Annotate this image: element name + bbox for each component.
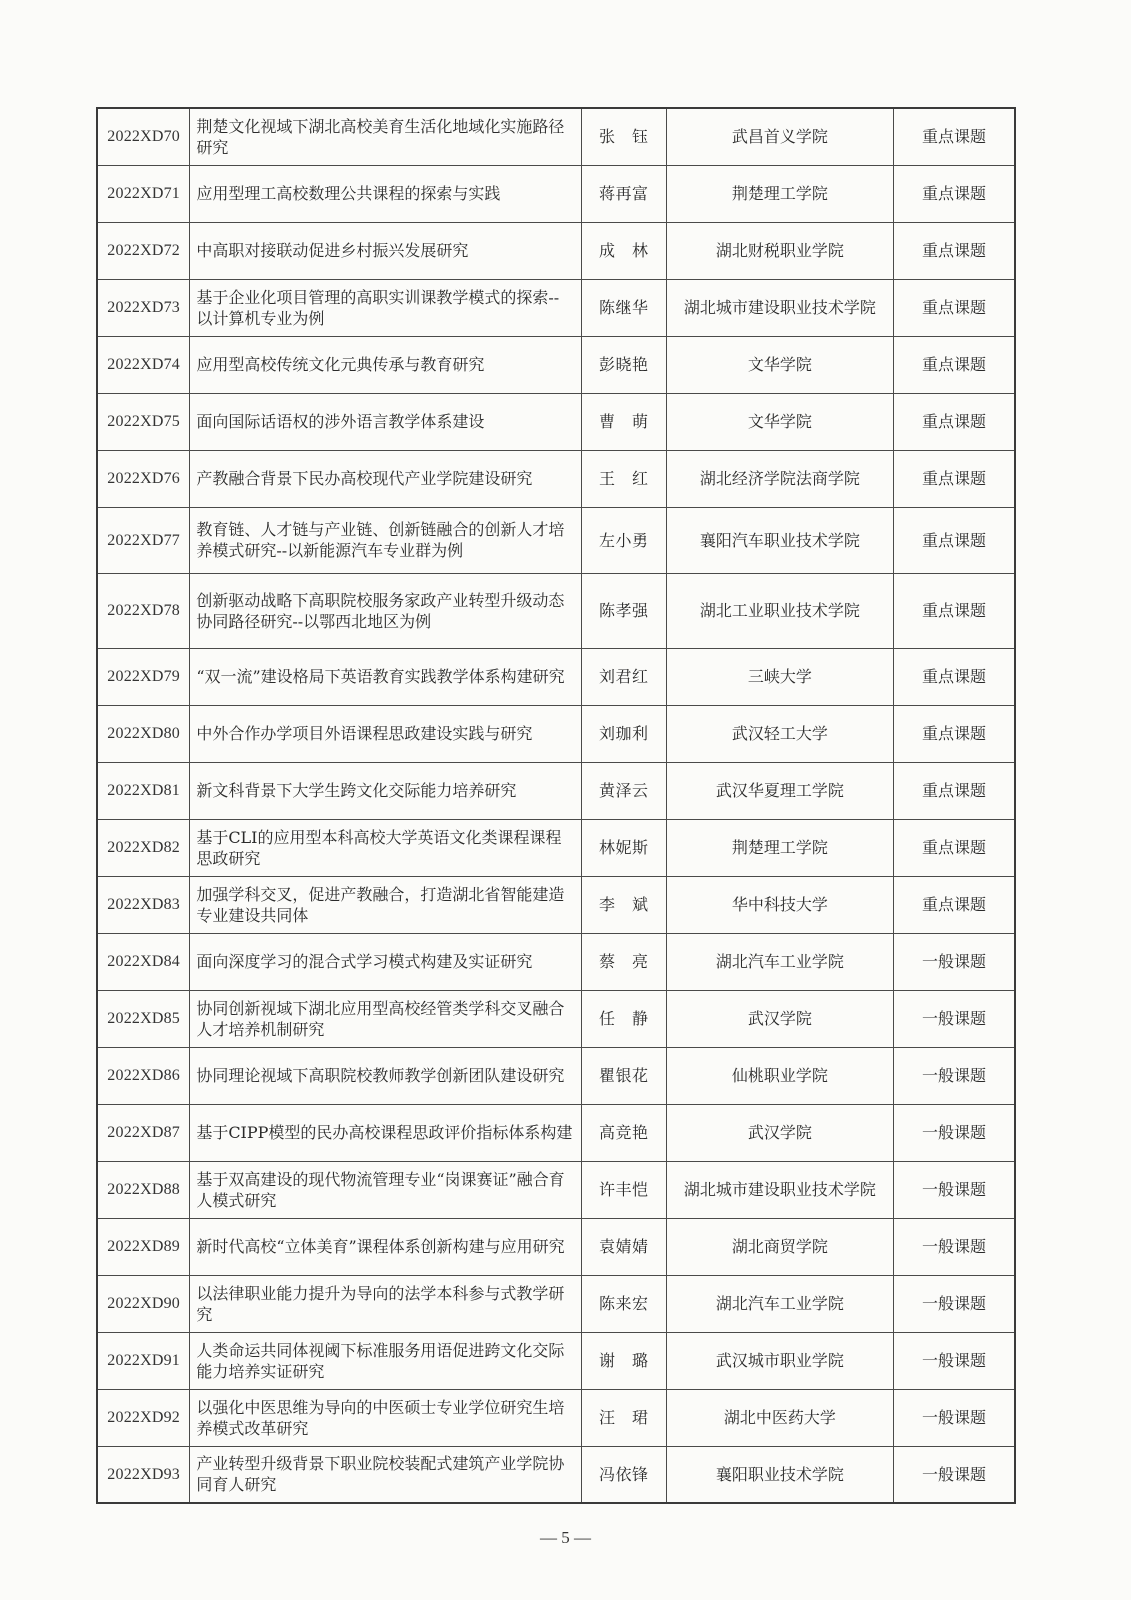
project-title: 产业转型升级背景下职业院校装配式建筑产业学院协同育人研究 [190,1446,582,1503]
project-institution: 文华学院 [666,336,893,393]
project-code: 2022XD85 [97,990,190,1047]
project-leader: 李 斌 [581,876,666,933]
page-number: — 5 — [540,1528,591,1547]
project-institution: 湖北城市建设职业技术学院 [666,1161,893,1218]
project-title: 基于CIPP模型的民办高校课程思政评价指标体系构建 [190,1104,582,1161]
table-row [97,933,1015,990]
project-title: 协同理论视域下高职院校教师教学创新团队建设研究 [190,1047,582,1104]
project-code: 2022XD76 [97,450,190,507]
project-leader: 陈继华 [581,279,666,336]
table-row [97,279,1015,336]
project-title: 基于CLI的应用型本科高校大学英语文化类课程课程思政研究 [190,819,582,876]
project-code: 2022XD71 [97,165,190,222]
project-category: 重点课题 [894,507,1015,573]
project-code: 2022XD92 [97,1389,190,1446]
project-title: 以强化中医思维为导向的中医硕士专业学位研究生培养模式改革研究 [190,1389,582,1446]
project-code: 2022XD77 [97,507,190,573]
project-title: 产教融合背景下民办高校现代产业学院建设研究 [190,450,582,507]
table-row [97,1218,1015,1275]
project-institution: 仙桃职业学院 [666,1047,893,1104]
table-row [97,1161,1015,1218]
project-category: 一般课题 [894,1218,1015,1275]
project-leader: 彭晓艳 [581,336,666,393]
project-category: 一般课题 [894,990,1015,1047]
project-institution: 湖北商贸学院 [666,1218,893,1275]
project-leader: 谢 璐 [581,1332,666,1389]
project-category: 一般课题 [894,1047,1015,1104]
project-leader: 左小勇 [581,507,666,573]
project-institution: 襄阳职业技术学院 [666,1446,893,1503]
table-row [97,648,1015,705]
table-row [97,762,1015,819]
project-leader: 林妮斯 [581,819,666,876]
project-leader: 成 林 [581,222,666,279]
project-category: 重点课题 [894,876,1015,933]
table-row [97,1332,1015,1389]
table-row [97,507,1015,573]
project-code: 2022XD89 [97,1218,190,1275]
project-leader: 张 钰 [581,108,666,165]
table-row [97,1275,1015,1332]
table-row [97,876,1015,933]
table-row [97,1446,1015,1503]
project-title: 基于企业化项目管理的高职实训课教学模式的探索--以计算机专业为例 [190,279,582,336]
project-leader: 冯依锋 [581,1446,666,1503]
project-title: 荆楚文化视域下湖北高校美育生活化地域化实施路径研究 [190,108,582,165]
project-institution: 武汉学院 [666,1104,893,1161]
project-title: 教育链、人才链与产业链、创新链融合的创新人才培养模式研究--以新能源汽车专业群为例 [190,507,582,573]
project-code: 2022XD72 [97,222,190,279]
project-category: 一般课题 [894,1104,1015,1161]
project-code: 2022XD75 [97,393,190,450]
project-title: 以法律职业能力提升为导向的法学本科参与式教学研究 [190,1275,582,1332]
project-institution: 荆楚理工学院 [666,165,893,222]
table-row [97,1104,1015,1161]
project-institution: 湖北经济学院法商学院 [666,450,893,507]
project-category: 重点课题 [894,393,1015,450]
project-institution: 文华学院 [666,393,893,450]
project-institution: 三峡大学 [666,648,893,705]
project-institution: 武昌首义学院 [666,108,893,165]
project-category: 一般课题 [894,1446,1015,1503]
project-category: 重点课题 [894,336,1015,393]
project-code: 2022XD79 [97,648,190,705]
project-category: 重点课题 [894,819,1015,876]
project-code: 2022XD70 [97,108,190,165]
project-institution: 武汉华夏理工学院 [666,762,893,819]
project-title: 中高职对接联动促进乡村振兴发展研究 [190,222,582,279]
project-institution: 湖北中医药大学 [666,1389,893,1446]
project-title: 应用型理工高校数理公共课程的探索与实践 [190,165,582,222]
table-row [97,450,1015,507]
project-code: 2022XD82 [97,819,190,876]
project-institution: 武汉城市职业学院 [666,1332,893,1389]
project-category: 重点课题 [894,165,1015,222]
project-category: 一般课题 [894,1275,1015,1332]
project-title: “双一流”建设格局下英语教育实践教学体系构建研究 [190,648,582,705]
project-category: 重点课题 [894,279,1015,336]
table-row [97,1389,1015,1446]
project-code: 2022XD78 [97,573,190,648]
project-leader: 曹 萌 [581,393,666,450]
project-institution: 湖北工业职业技术学院 [666,573,893,648]
project-institution: 武汉轻工大学 [666,705,893,762]
table-row [97,165,1015,222]
project-code: 2022XD86 [97,1047,190,1104]
project-category: 重点课题 [894,573,1015,648]
project-leader: 黄泽云 [581,762,666,819]
project-code: 2022XD73 [97,279,190,336]
project-title: 应用型高校传统文化元典传承与教育研究 [190,336,582,393]
project-title: 基于双高建设的现代物流管理专业“岗课赛证”融合育人模式研究 [190,1161,582,1218]
project-title: 人类命运共同体视阈下标准服务用语促进跨文化交际能力培养实证研究 [190,1332,582,1389]
project-code: 2022XD87 [97,1104,190,1161]
project-code: 2022XD83 [97,876,190,933]
table-row [97,573,1015,648]
project-leader: 许丰恺 [581,1161,666,1218]
project-code: 2022XD81 [97,762,190,819]
project-category: 一般课题 [894,933,1015,990]
project-leader: 王 红 [581,450,666,507]
project-institution: 武汉学院 [666,990,893,1047]
project-table [96,107,1016,1504]
table-row [97,990,1015,1047]
project-category: 重点课题 [894,222,1015,279]
project-code: 2022XD91 [97,1332,190,1389]
table-row [97,1047,1015,1104]
project-category: 一般课题 [894,1332,1015,1389]
project-leader: 陈来宏 [581,1275,666,1332]
project-institution: 湖北城市建设职业技术学院 [666,279,893,336]
table-body [97,108,1015,1503]
project-leader: 袁婧婧 [581,1218,666,1275]
project-institution: 湖北汽车工业学院 [666,1275,893,1332]
project-institution: 华中科技大学 [666,876,893,933]
project-category: 重点课题 [894,108,1015,165]
project-code: 2022XD84 [97,933,190,990]
project-leader: 蒋再富 [581,165,666,222]
project-code: 2022XD74 [97,336,190,393]
project-title: 新文科背景下大学生跨文化交际能力培养研究 [190,762,582,819]
table-row [97,819,1015,876]
project-institution: 湖北汽车工业学院 [666,933,893,990]
project-category: 重点课题 [894,648,1015,705]
project-title: 创新驱动战略下高职院校服务家政产业转型升级动态协同路径研究--以鄂西北地区为例 [190,573,582,648]
project-category: 一般课题 [894,1389,1015,1446]
project-title: 中外合作办学项目外语课程思政建设实践与研究 [190,705,582,762]
project-institution: 荆楚理工学院 [666,819,893,876]
project-leader: 高竞艳 [581,1104,666,1161]
project-leader: 汪 珺 [581,1389,666,1446]
project-category: 重点课题 [894,705,1015,762]
project-leader: 蔡 亮 [581,933,666,990]
project-code: 2022XD80 [97,705,190,762]
project-category: 一般课题 [894,1161,1015,1218]
project-leader: 陈孝强 [581,573,666,648]
table-row [97,222,1015,279]
table-row [97,705,1015,762]
project-leader: 瞿银花 [581,1047,666,1104]
project-title: 新时代高校“立体美育”课程体系创新构建与应用研究 [190,1218,582,1275]
project-title: 面向国际话语权的涉外语言教学体系建设 [190,393,582,450]
table-row [97,108,1015,165]
project-title: 协同创新视域下湖北应用型高校经管类学科交叉融合人才培养机制研究 [190,990,582,1047]
project-category: 重点课题 [894,762,1015,819]
project-code: 2022XD93 [97,1446,190,1503]
table-row [97,336,1015,393]
project-leader: 刘君红 [581,648,666,705]
project-title: 加强学科交叉，促进产教融合，打造湖北省智能建造专业建设共同体 [190,876,582,933]
table-row [97,393,1015,450]
project-code: 2022XD88 [97,1161,190,1218]
project-code: 2022XD90 [97,1275,190,1332]
project-leader: 任 静 [581,990,666,1047]
project-institution: 襄阳汽车职业技术学院 [666,507,893,573]
project-leader: 刘珈利 [581,705,666,762]
project-title: 面向深度学习的混合式学习模式构建及实证研究 [190,933,582,990]
project-institution: 湖北财税职业学院 [666,222,893,279]
project-category: 重点课题 [894,450,1015,507]
